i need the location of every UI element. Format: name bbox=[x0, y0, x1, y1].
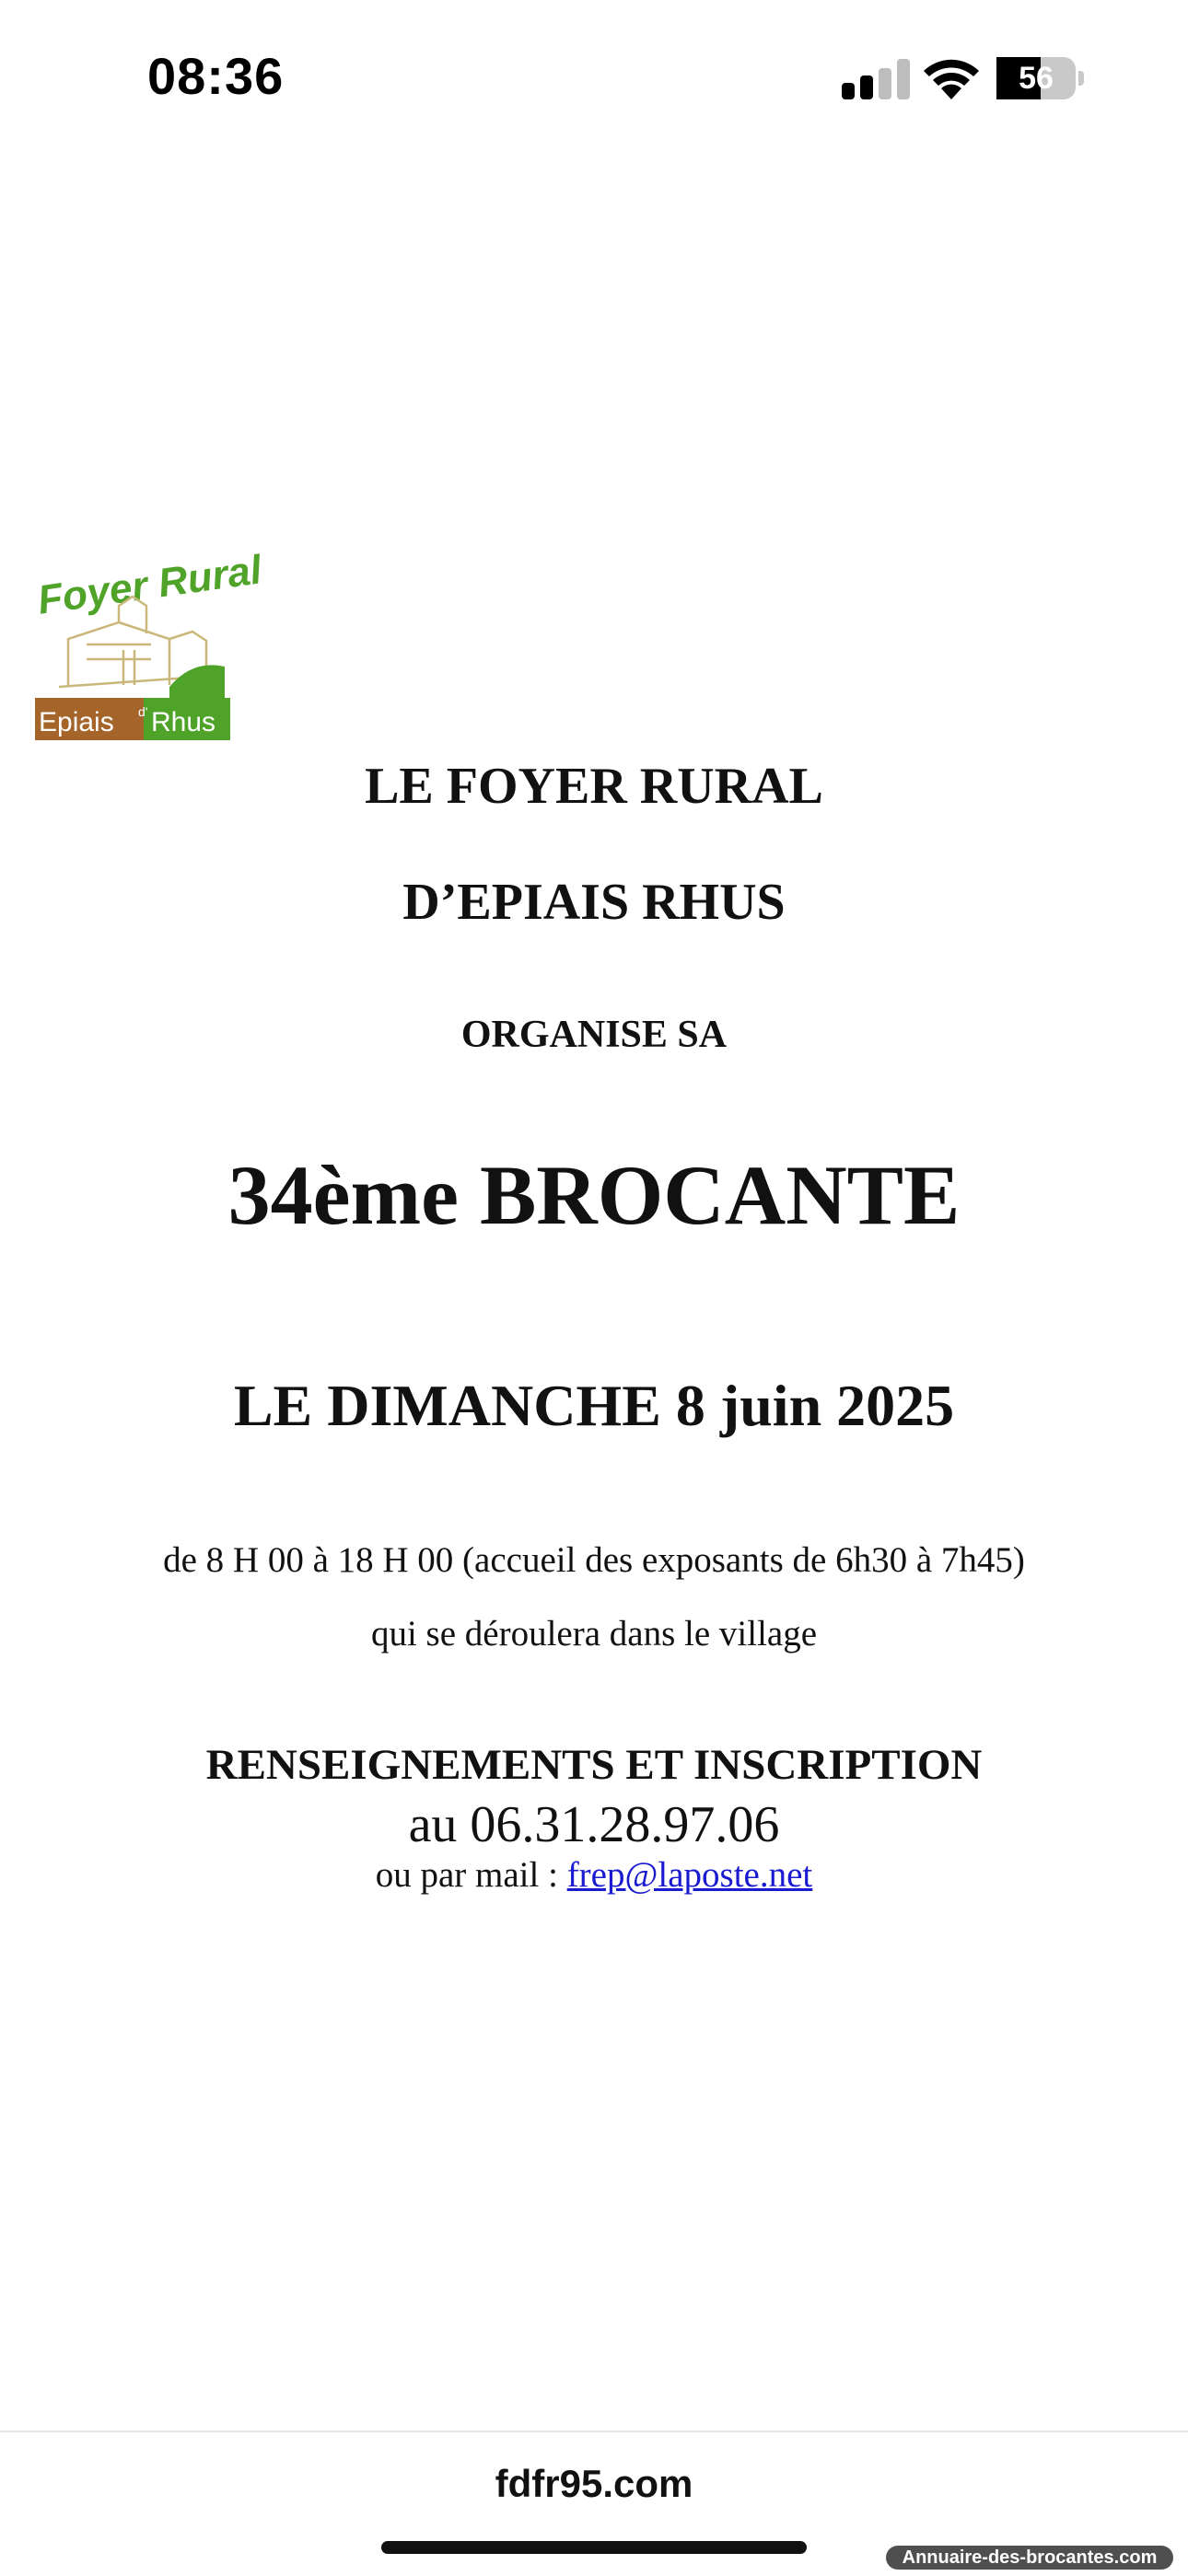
svg-text:Epiais: Epiais bbox=[39, 707, 114, 737]
status-bar bbox=[0, 0, 1188, 157]
battery-body bbox=[996, 57, 1076, 99]
watermark: Annuaire-des-brocantes.com bbox=[886, 2546, 1173, 2570]
wifi-icon bbox=[921, 53, 982, 101]
battery-tip bbox=[1078, 71, 1084, 86]
flyer-mail-prefix: ou par mail : bbox=[375, 1855, 567, 1895]
status-time: 08:36 bbox=[147, 47, 285, 105]
battery-icon bbox=[996, 57, 1085, 99]
flyer-event-date: LE DIMANCHE 8 juin 2025 bbox=[233, 1373, 955, 1438]
flyer-mail-line bbox=[0, 1854, 1188, 1896]
flyer-title-line-1: LE FOYER RURAL bbox=[365, 758, 823, 815]
svg-text:d': d' bbox=[138, 704, 148, 719]
browser-url[interactable]: fdfr95.com bbox=[495, 2462, 693, 2505]
battery-level: 56 bbox=[1019, 61, 1054, 96]
flyer-title-line-2: D’EPIAIS RHUS bbox=[402, 874, 786, 931]
svg-text:Rhus: Rhus bbox=[151, 707, 216, 737]
foyer-rural-logo bbox=[31, 547, 264, 751]
flyer-phone: au 06.31.28.97.06 bbox=[408, 1796, 780, 1853]
flyer-mail-link[interactable]: frep@laposte.net bbox=[566, 1855, 813, 1895]
signal-icon bbox=[842, 59, 919, 99]
flyer-hours: de 8 H 00 à 18 H 00 (accueil des exposants de 6h30 à 7h45) bbox=[163, 1540, 1025, 1580]
home-indicator[interactable] bbox=[381, 2541, 807, 2554]
svg-text:Foyer Rural: Foyer Rural bbox=[34, 547, 264, 623]
flyer-organise-line: ORGANISE SA bbox=[460, 1014, 728, 1056]
flyer-info-heading: RENSEIGNEMENTS ET INSCRIPTION bbox=[205, 1741, 983, 1789]
flyer-location: qui se déroulera dans le village bbox=[370, 1614, 818, 1654]
flyer-event-title: 34ème BROCANTE bbox=[227, 1148, 961, 1242]
